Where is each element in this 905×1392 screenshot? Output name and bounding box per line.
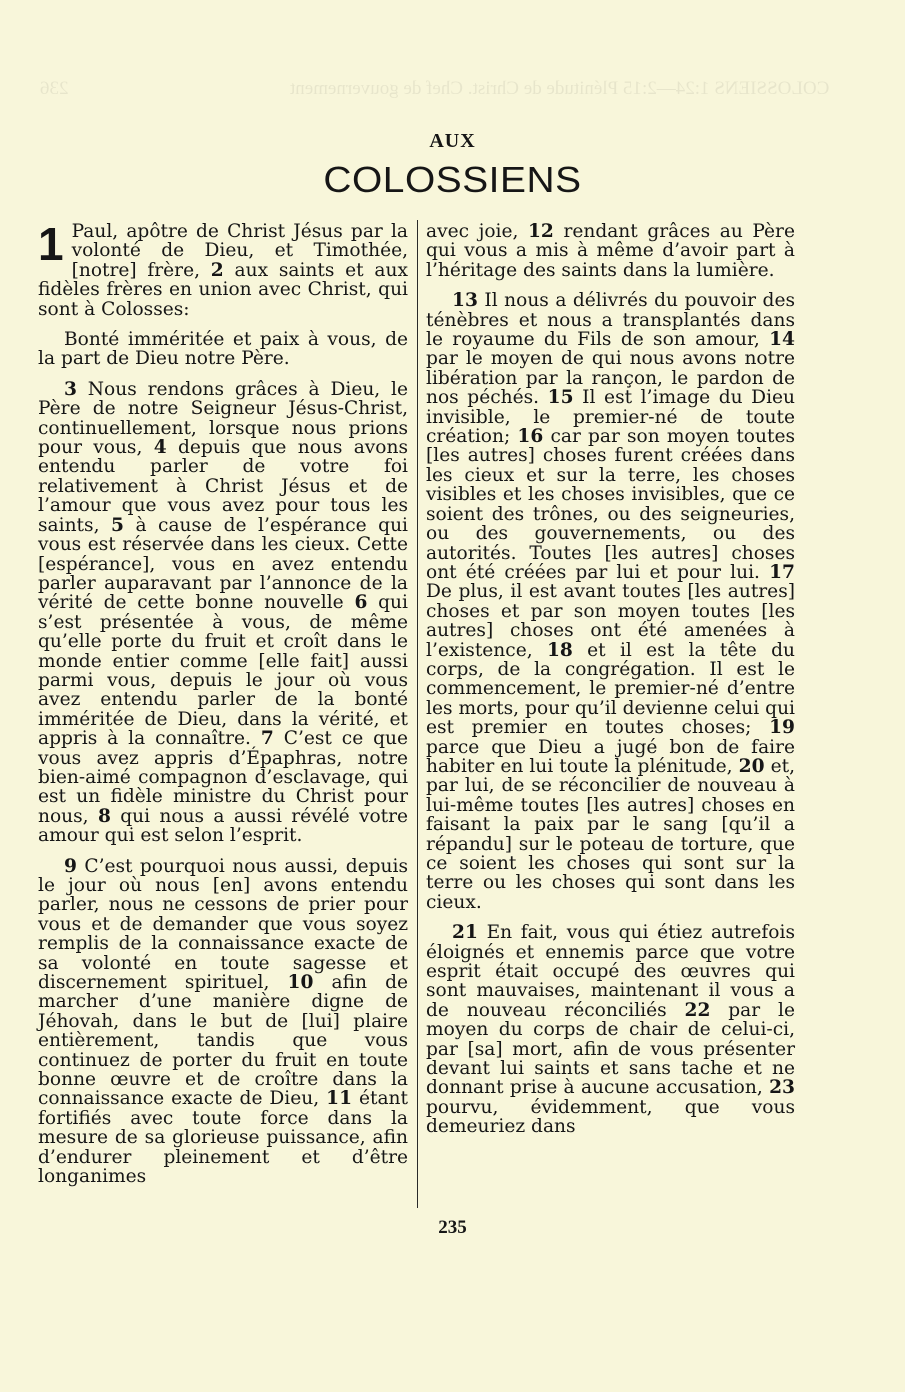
- verse-text: Il nous a délivrés du pouvoir des ténèbres et nous a transplantés dans le royaume du Fils de son amour,: [426, 290, 795, 351]
- book-heading: [0, 128, 905, 202]
- verse-number: 13: [452, 290, 478, 312]
- verse-text: qui s’est présentée à vous, de même qu’elle porte du fruit et croît dans le monde entier comme [elle fait] aussi parmi vous, depuis le jour où vous avez entendu parler de la bonté imméritée de Dieu, dans la vérité, et appris à la connaître.: [38, 592, 408, 750]
- verse-number: 16: [517, 426, 544, 448]
- verse-text: Nous rendons grâces à Dieu, le Père de notre Seigneur Jésus-Christ, continuellement, lorsque nous prions pour vous,: [38, 378, 408, 459]
- verse-text: à cause de l’espérance qui vous est réservée dans les cieux. Cette [espérance], vous en avez entendu parler auparavant par l’annonce de la vérité de cette bonne nouvelle: [38, 514, 408, 614]
- chapter-number: 1: [38, 218, 64, 270]
- show-through-header: [0, 78, 905, 108]
- verse-text: C’est pourquoi nous aussi, depuis le jour où nous [en] avons entendu parler, nous ne cessons de prier pour vous et de demander que vous soyez remplis de la connaissance exacte de sa volonté en toute sagesse et discernement spirituel,: [38, 855, 408, 994]
- verse-text: étant fortifiés avec toute force dans la mesure de sa glorieuse puissance, afin d’endurer pleinement et d’être longanimes: [38, 1088, 408, 1188]
- greeting-text: Bonté imméritée et paix à vous, de la part de Dieu notre Père.: [38, 329, 408, 370]
- verse-number: 2: [210, 259, 224, 281]
- verse-text: et, par lui, de se réconcilier de nouveau à lui-même toutes [les autres] choses en faisant la paix par le sang [qu’il a répandu] sur le poteau de torture, que ce soient les choses qui sont sur la terre ou les choses qui sont dans les cieux.: [426, 755, 795, 913]
- show-through-page-number: 236: [40, 78, 69, 99]
- verse-text: rendant grâces au Père qui vous a mis à même d’avoir part à l’héritage des saints dans la lumière.: [426, 221, 795, 281]
- column-divider: [417, 220, 418, 1208]
- right-column: [426, 222, 795, 1137]
- paragraph: [426, 222, 795, 280]
- verse-number: 19: [769, 717, 795, 739]
- verse-number: 17: [769, 561, 795, 583]
- show-through-running-title: COLOSSIENS 1:24—2:15 Plénitude de Christ. Chef de gouvernement: [290, 78, 830, 99]
- verse-text: aux saints et aux fidèles frères en union avec Christ, qui sont à Colosses:: [38, 259, 408, 320]
- verse-text: qui nous a aussi révélé votre amour qui est selon l’esprit.: [38, 805, 409, 847]
- verse-number: 5: [111, 514, 124, 536]
- paragraph: [38, 857, 408, 1187]
- book-prefix: AUX: [429, 130, 476, 152]
- page-number: 235: [438, 1217, 467, 1238]
- verse-number: 23: [769, 1077, 795, 1099]
- verse-number: 15: [547, 387, 574, 409]
- verse-number: 4: [153, 437, 167, 459]
- verse-text: En fait, vous qui étiez autrefois éloignés et ennemis parce que votre esprit était occupé des œuvres qui sont mauvaises, maintenant il vous a de nouveau réconciliés: [426, 922, 795, 1021]
- verse-text: et il est la tête du corps, de la congrégation. Il est le commencement, le premier-né d’entre les morts, pour qu’il devienne celui qui est premier en toutes choses;: [426, 639, 795, 739]
- verse-text: par le moyen du corps de chair de celui-ci, par [sa] mort, afin de vous présenter devant lui saints et sans tache et ne donnant prise à aucune accusation,: [426, 999, 795, 1099]
- book-title: COLOSSIENS: [323, 159, 582, 200]
- verse-text: car par son moyen toutes [les autres] choses furent créées dans les cieux et sur la terre, les choses visibles et les choses invisibles, que ce soient des trônes, ou des seigneuries, ou des gouvernements, ou des autorités. Toutes [les autres] choses ont été créées par lui et pour lui.: [426, 426, 795, 583]
- verse-number: 8: [97, 805, 111, 827]
- paragraph: [38, 218, 408, 320]
- verse-number: 22: [684, 999, 711, 1021]
- paragraph: [426, 923, 795, 1136]
- verse-text: depuis que nous avons entendu parler de votre foi relativement à Christ Jésus et de l’amour que vous avez pour tous les saints,: [38, 437, 409, 536]
- verse-text: Paul, apôtre de Christ Jésus par la volonté de Dieu, et Timothée, [notre] frère,: [71, 221, 408, 281]
- verse-text: afin de marcher d’une manière digne de Jéhovah, dans le but de [lui] plaire entièrement, tandis que vous continuez de porter du fruit en toute bonne œuvre et de croître dans la connaissance exacte de Dieu,: [38, 972, 408, 1110]
- verse-number: 7: [260, 728, 274, 750]
- verse-text: parce que Dieu a jugé bon de faire habiter en lui toute la plénitude,: [426, 736, 795, 777]
- verse-text: pourvu, évidemment, que vous demeuriez dans: [426, 1096, 795, 1138]
- verse-number: 18: [546, 639, 573, 661]
- verse-number: 21: [452, 922, 478, 944]
- verse-text: C’est ce que vous avez appris d’Épaphras, notre bien-aimé compagnon d’esclavage, qui est un fidèle ministre du Christ pour nous,: [38, 728, 408, 827]
- verse-number: 10: [287, 972, 314, 994]
- paragraph: [38, 380, 408, 846]
- verse-text: avec joie,: [426, 221, 519, 242]
- paragraph: [38, 330, 408, 369]
- verse-number: 9: [64, 855, 77, 877]
- verse-number: 11: [326, 1088, 353, 1110]
- verse-text: Il est l’image du Dieu invisible, le premier-né de toute création;: [426, 387, 796, 448]
- verse-number: 6: [354, 592, 368, 614]
- verse-number: 3: [64, 378, 77, 400]
- verse-text: par le moyen de qui nous avons notre libération par la rançon, le pardon de nos péchés.: [426, 348, 795, 409]
- verse-number: 14: [769, 329, 795, 351]
- paragraph: [426, 291, 795, 912]
- verse-number: 20: [738, 755, 765, 777]
- verse-text: De plus, il est avant toutes [les autres] choses et par son moyen toutes [les autres] choses ont été amenées à l’existence,: [426, 581, 795, 661]
- verse-number: 12: [527, 221, 554, 242]
- left-column: [38, 218, 409, 1188]
